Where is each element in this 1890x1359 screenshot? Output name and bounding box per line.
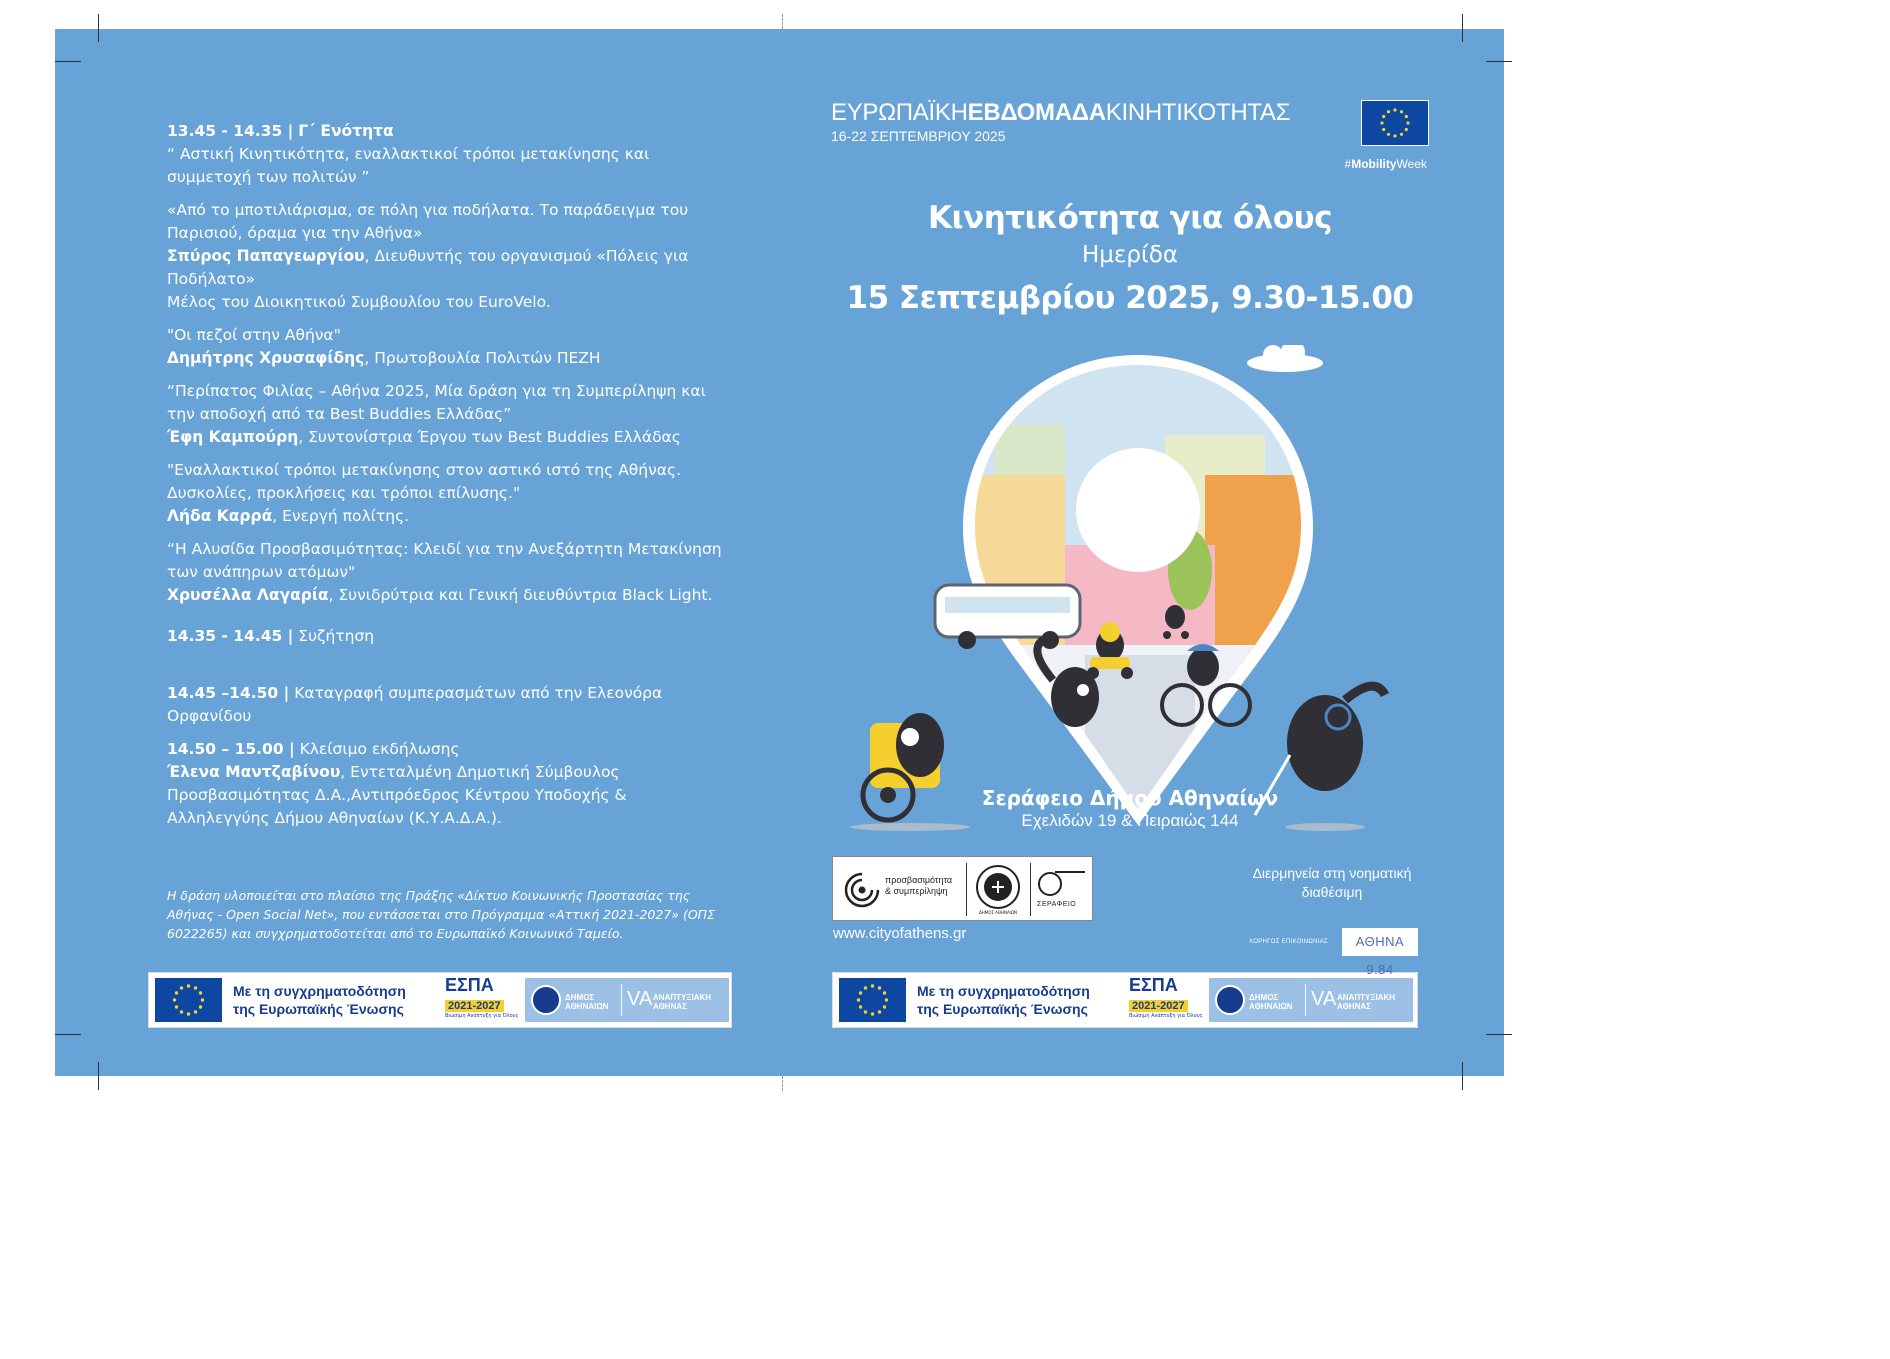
talk-role: , Πρωτοβουλία Πολιτών ΠΕΖΗ	[364, 349, 601, 367]
venue-address: Εχελιδών 19 & Πειραιώς 144	[1021, 811, 1239, 830]
accessibility-logo-text: προσβασιμότητα & συμπερίληψη	[885, 875, 953, 896]
eu-stars	[173, 984, 204, 1015]
municipality-logos	[1209, 978, 1413, 1022]
event-subtitle: Ημερίδα	[1082, 242, 1178, 268]
section-heading	[167, 120, 727, 189]
mobility-illustration	[835, 345, 1395, 835]
development-logo-icon: VA	[1311, 988, 1337, 1010]
crop-mark	[55, 1034, 81, 1035]
municipality-name: ΔΗΜΟΣ ΑΘΗΝΑΙΩΝ	[565, 993, 609, 1011]
crop-mark	[98, 1062, 99, 1090]
crop-mark	[1462, 1062, 1463, 1090]
funding-bar-right	[832, 972, 1418, 1028]
funding-bar-left	[148, 972, 732, 1028]
conclusions-label: Καταγραφή συμπερασμάτων από την Ελεονόρα Ορφανίδου	[167, 684, 663, 725]
espa-years: 2021-2027	[445, 1000, 504, 1012]
talk-speaker: Χρυσέλλα Λαγαρία	[167, 586, 329, 604]
athens-seal-caption: ΔΗΜΟΣ ΑΘΗΝΑΙΩΝ	[979, 910, 1017, 915]
media-sponsor-label: ΧΟΡΗΓΟΣ ΕΠΙΚΟΙΝΩΝΙΑΣ	[1249, 939, 1329, 945]
talk-role: , Διευθυντής του οργανισμού «Πόλεις για Ποδήλατο»	[167, 247, 689, 288]
talk-role: , Συνιδρύτρια και Γενική διευθύντρια Black Light.	[328, 586, 713, 604]
crop-mark	[55, 61, 81, 62]
website-link[interactable]: www.cityofathens.gr	[833, 925, 967, 942]
programme-panel	[167, 120, 727, 840]
athens-seal-icon	[1215, 985, 1245, 1015]
cofunding-text	[233, 982, 433, 1018]
serafeio-caption: ΣΕΡΑΦΕΙΟ	[1037, 901, 1077, 908]
discussion-time: 14.35 - 14.45 |	[167, 627, 294, 645]
talk-item	[167, 459, 727, 528]
event-title: Κινητικότητα για όλους	[927, 200, 1332, 236]
mobility-week-title: ΕΥΡΩΠΑΪΚΗΕΒΔΟΜΑΔΑΚΙΝΗΤΙΚΟΤΗΤΑΣ	[831, 99, 1291, 126]
talk-role: , Ενεργή πολίτης.	[272, 507, 410, 525]
media-sponsor-logo: ΑΘΗΝΑ 9.84	[1342, 928, 1418, 956]
venue-name: Σεράφειο Δήμου Αθηναίων	[981, 786, 1279, 810]
eu-flag-icon	[839, 978, 906, 1022]
closing-role: , Εντεταλμένη Δημοτική Σύμβουλος Προσβασιμότητας Δ.Α.,Αντιπρόεδρος Κέντρου Υποδοχής & Αλληλεγγύης Δήμου Αθηναίων (Κ.Υ.Α.Δ.Α.).	[167, 763, 627, 827]
organiser-logos	[832, 856, 1093, 921]
serafeio-logo-icon	[1037, 869, 1087, 899]
crop-mark	[1486, 1034, 1512, 1035]
talk-role: , Συντονίστρια Έργου των Best Buddies Ελλάδας	[298, 428, 681, 446]
municipality-logos	[525, 978, 729, 1022]
espa-word: ΕΣΠΑ	[445, 975, 494, 995]
closing-time: 14.50 – 15.00 |	[167, 740, 295, 758]
cofunding-line2: της Ευρωπαϊκής Ένωσης	[917, 1001, 1088, 1017]
cofunding-text	[917, 982, 1117, 1018]
sign-language-note: Διερμηνεία στη νοηματική διαθέσιμη	[1252, 865, 1412, 900]
talk-speaker: Σπύρος Παπαγεωργίου	[167, 247, 365, 265]
espa-logo	[1129, 976, 1203, 1024]
talk-item	[167, 380, 727, 449]
athens-seal-icon	[531, 985, 561, 1015]
conclusions-time: 14.45 –14.50 |	[167, 684, 290, 702]
accessibility-logo-icon	[843, 871, 881, 909]
fold-mark	[782, 1076, 783, 1091]
talk-title: “Η Αλυσίδα Προσβασιμότητας: Κλειδί για την Ανεξάρτητη Μετακίνηση των ανάπηρων ατόμων"	[167, 540, 722, 581]
talk-item	[167, 538, 727, 607]
cofunding-line2: της Ευρωπαϊκής Ένωσης	[233, 1001, 404, 1017]
eu-flag-icon	[155, 978, 222, 1022]
section-time: 13.45 - 14.35 |	[167, 122, 294, 140]
fold-mark	[782, 14, 783, 29]
municipality-name: ΔΗΜΟΣ ΑΘΗΝΑΙΩΝ	[1249, 993, 1293, 1011]
crop-mark	[1486, 61, 1512, 62]
mobility-week-dates: 16-22 ΣΕΠΤΕΜΒΡΙΟΥ 2025	[831, 128, 1006, 144]
discussion-label: Συζήτηση	[293, 627, 375, 645]
talk-speaker: Δημήτρης Χρυσαφίδης	[167, 349, 365, 367]
cofunding-line1: Με τη συγχρηματοδότηση	[233, 983, 406, 999]
section-theme: “ Αστική Κινητικότητα, εναλλακτικοί τρόποι μετακίνησης και συμμετοχή των πολιτών ”	[167, 145, 650, 186]
closing-item	[167, 738, 727, 830]
talk-item	[167, 199, 727, 314]
athens-seal-icon	[975, 864, 1021, 910]
hashtag: #MobilityWeek	[1344, 157, 1427, 171]
espa-word: ΕΣΠΑ	[1129, 975, 1178, 995]
eu-flag-icon	[1361, 100, 1429, 146]
espa-logo	[445, 976, 519, 1024]
talk-title: "Οι πεζοί στην Αθήνα"	[167, 326, 341, 344]
talk-title: "Εναλλακτικοί τρόποι μετακίνησης στον αστικό ιστό της Αθήνας. Δυσκολίες, προκλήσεις και τρόποι επίλυσης."	[167, 461, 682, 502]
wheelchair-user-icon	[850, 713, 970, 831]
espa-years: 2021-2027	[1129, 1000, 1188, 1012]
development-logo-icon: VA	[627, 988, 653, 1010]
section-name: Γ΄ Ενότητα	[298, 122, 394, 140]
closing-label: Κλείσιμο εκδήλωσης	[294, 740, 460, 758]
funding-note: Η δράση υλοποιείται στο πλαίσιο της Πράξης «Δίκτυο Κοινωνικής Προστασίας της Αθήνας - Open Social Net», που εντάσσεται στο Πρόγραμμα «Αττική 2021-2027» (ΟΠΣ 6022265) και συγχρηματοδοτείται από το Ευρωπαϊκό Κοινωνικό Ταμείο.	[167, 888, 715, 941]
talk-title: “Περίπατος Φιλίας – Αθήνα 2025, Μία δράση για τη Συμπερίληψη και την αποδοχή από τα Best Buddies Ελλάδας”	[167, 382, 706, 423]
talk-speaker: Λήδα Καρρά	[167, 507, 273, 525]
talk-extra: Μέλος του Διοικητικού Συμβουλίου του EuroVelo.	[167, 293, 551, 311]
cofunding-line1: Με τη συγχρηματοδότηση	[917, 983, 1090, 999]
crop-mark	[98, 14, 99, 42]
crop-mark	[1462, 14, 1463, 42]
espa-tagline: Βιώσιμη Ανάπτυξη για Όλους	[1129, 1013, 1203, 1019]
event-date: 15 Σεπτεμβρίου 2025, 9.30-15.00	[846, 280, 1414, 316]
espa-tagline: Βιώσιμη Ανάπτυξη για Όλους	[445, 1013, 519, 1019]
closing-speaker: Έλενα Μαντζαβίνου	[167, 763, 341, 781]
development-name: ΑΝΑΠΤΥΞΙΑΚΗ ΑΘΗΝΑΣ	[1337, 993, 1396, 1011]
conclusions-item	[167, 682, 727, 728]
talk-speaker: Έφη Καμπούρη	[167, 428, 299, 446]
talk-item	[167, 324, 727, 370]
development-name: ΑΝΑΠΤΥΞΙΑΚΗ ΑΘΗΝΑΣ	[653, 993, 712, 1011]
discussion-item	[167, 625, 727, 648]
talk-title: «Από το μποτιλιάρισμα, σε πόλη για ποδήλατα. Το παράδειγμα του Παρισιού, όραμα για την Αθήνα»	[167, 201, 689, 242]
